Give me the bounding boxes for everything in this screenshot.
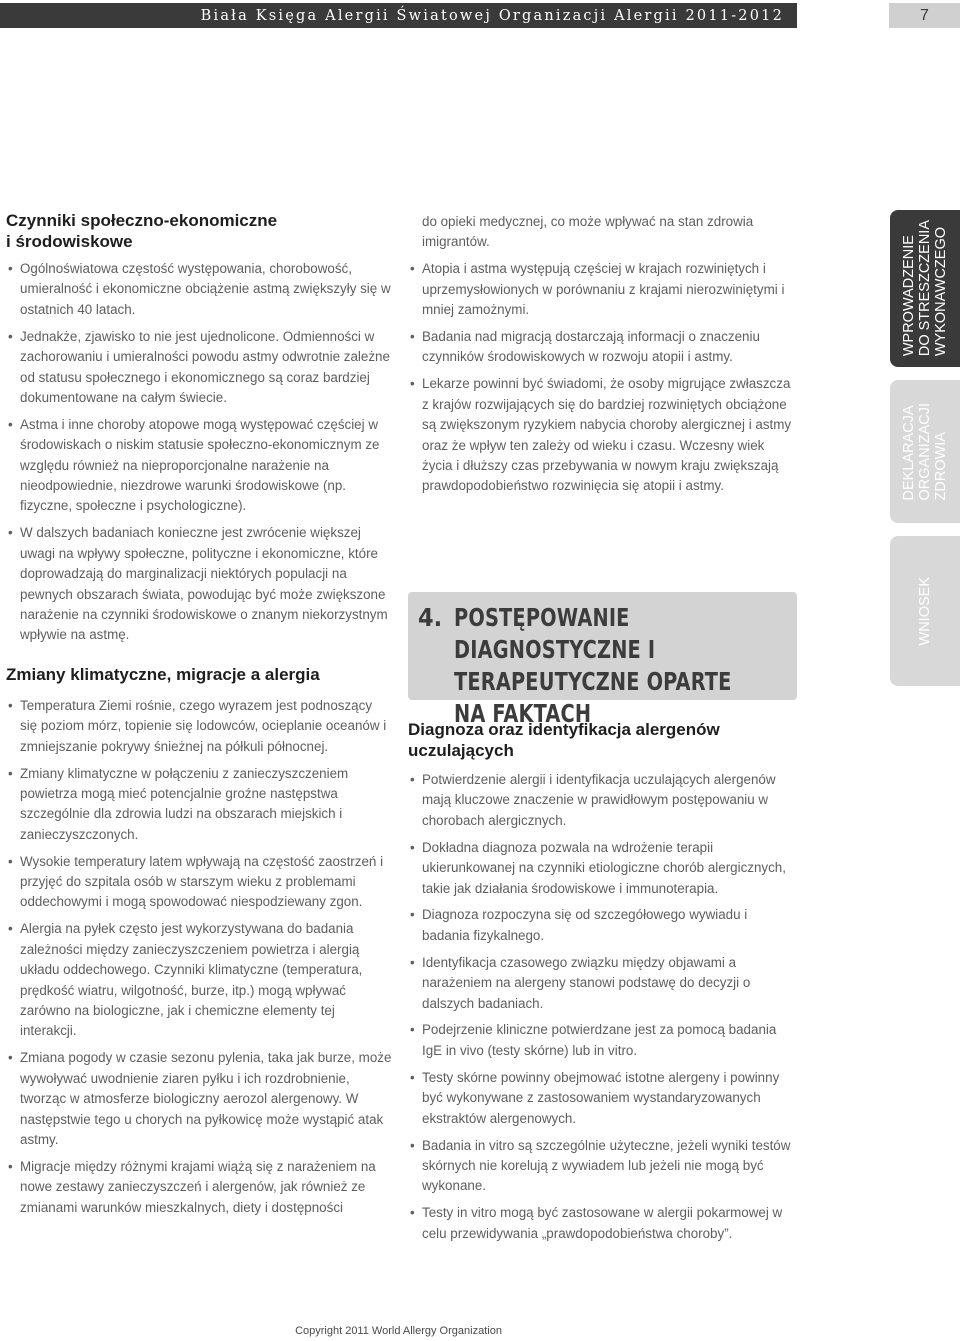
section-heading-diagnosis: Diagnoza oraz identyfikacja alergenów uczulających — [408, 720, 720, 760]
side-tab-conclusion[interactable] — [890, 536, 960, 686]
list-item: • Badania in vitro są szczególnie użyteczne, jeżeli wyniki testów skórnych nie korelują z wywiadem lub jeżeli nie mogą być wykonane. — [408, 1136, 798, 1197]
list-item: • Migracje między różnymi krajami wiążą się z narażeniem na nowe zestawy zanieczyszczeń i alergenów, jak również ze zmianami warunków mieszkalnych, diety i dostępności — [6, 1157, 392, 1218]
list-item: • Jednakże, zjawisko to nie jest ujednolicone. Odmienności w zachorowaniu i umieralności powodu astmy odwrotnie zależne od statusu społecznego i ekonomicznego są coraz bardziej dokumentowane na całym świecie. — [6, 327, 392, 409]
chapter-title: POSTĘPOWANIE DIAGNOSTYCZNE I TERAPEUTYCZNE OPARTE NA FAKTACH — [454, 603, 732, 728]
list-item: • Potwierdzenie alergii i identyfikacja uczulających alergenów mają kluczowe znaczenie w prawidłowym postępowaniu w chorobach alergicznych. — [408, 770, 798, 831]
bullet-list-climate — [6, 696, 392, 1218]
list-item: • Alergia na pyłek często jest wykorzystywana do badania zależności między zanieczyszczeniem powietrza i alergią układu oddechowego. Czynniki klimatyczne (temperatura, prędkość wiatru, wilgotność, burze, itp.) mogą wpływać zarówno na biologiczne, jak i chemiczne elementy tej interakcji. — [6, 919, 392, 1041]
copyright-footer: Copyright 2011 World Allergy Organization — [295, 1325, 502, 1337]
list-item: • Lekarze powinni być świadomi, że osoby migrujące zwłaszcza z krajów rozwijających się do bardziej rozwiniętych obciążone są zwiększonym ryzykiem nabycia choroby alergicznej i astmy oraz że wpływ ten zależy od wieku i czasu. Wczesny wiek życia i dłuższy czas przebywania w nowym kraju zwiększają prawdopodobieństwo rozwinięcia się atopii i astmy. — [408, 374, 798, 496]
list-item: • Podejrzenie kliniczne potwierdzane jest za pomocą badania IgE in vivo (testy skórne) lub in vitro. — [408, 1020, 798, 1061]
left-column — [6, 210, 392, 1225]
header-title: Biała Księga Alergii Światowej Organizacji Alergii 2011-2012 — [200, 7, 784, 24]
bullet-list-socioeconomic — [6, 259, 392, 646]
list-item: • Badania nad migracją dostarczają informacji o znaczeniu czynników środowiskowych w rozwoju atopii i astmy. — [408, 327, 798, 368]
side-tab-label: WPROWADZENIE DO STRESZCZENIA WYKONAWCZEGO — [901, 220, 949, 357]
list-item: • Zmiany klimatyczne w połączeniu z zanieczyszczeniem powietrza mogą mieć potencjalnie groźne następstwa szczególnie dla zdrowia ludzi na obszarach miejskich i zanieczyszczonych. — [6, 764, 392, 846]
section-heading-socioeconomic — [6, 210, 392, 252]
list-item: • Atopia i astma występują częściej w krajach rozwiniętych i uprzemysłowionych w porównaniu z krajami nierozwiniętymi i mniej zamożnymi. — [408, 259, 798, 320]
side-tab-label: DEKLARACJA ORGANIZACJI ZDROWIA — [901, 402, 949, 501]
middle-column — [408, 212, 798, 503]
list-item: • Temperatura Ziemi rośnie, czego wyrazem jest podnoszący się poziom mórz, topienie się lodowców, ocieplanie oceanów i zmniejszanie pokrywy śnieżnej na półkuli północnej. — [6, 696, 392, 757]
list-item: • Dokładna diagnoza pozwala na wdrożenie terapii ukierunkowanej na czynniki etiologiczne chorób alergicznych, takie jak działania środowiskowe i immunoterapia. — [408, 838, 798, 899]
side-tab-label: WNIOSEK — [917, 576, 933, 646]
chapter-number: 4. — [418, 603, 443, 632]
list-item: • Testy skórne powinny obejmować istotne alergeny i powinny być wykonywane z zastosowaniem wystandaryzowanych ekstraktów alergenowych. — [408, 1068, 798, 1129]
side-tab-declaration[interactable] — [890, 380, 960, 523]
page-number: 7 — [889, 3, 960, 28]
heading-line: i środowiskowe — [6, 232, 133, 251]
list-item: • Zmiana pogody w czasie sezonu pylenia, taka jak burze, może wywoływać uwodnienie ziaren pyłku i ich rozdrobnienie, tworząc w atmosferze biologiczny aerozol alergenowy. W następstwie tego u chorych na pyłkowicę może wystąpić atak astmy. — [6, 1048, 392, 1150]
list-item: • Identyfikacja czasowego związku między objawami a narażeniem na alergeny stanowi podstawę do decyzji o dalszych badaniach. — [408, 953, 798, 1014]
list-item: • Diagnoza rozpoczyna się od szczegółowego wywiadu i badania fizykalnego. — [408, 905, 798, 946]
bullet-list-diagnosis — [408, 770, 798, 1244]
diagnosis-section — [408, 719, 798, 1251]
list-item: • W dalszych badaniach konieczne jest zwrócenie większej uwagi na wpływy społeczne, polityczne i ekonomiczne, które doprowadzają do marginalizacji niektórych populacji na pewnych obszarach świata, powodując być może zwiększone narażenie na czynniki środowiskowe o znanym niekorzystnym wpływie na astmę. — [6, 523, 392, 645]
bullet-list-migration — [408, 259, 798, 496]
continued-paragraph: do opieki medycznej, co może wpływać na stan zdrowia imigrantów. — [422, 214, 754, 250]
chapter-heading-box — [408, 592, 797, 728]
list-item: • Astma i inne choroby atopowe mogą występować częściej w środowiskach o niskim statusie społeczno-ekonomicznym ze względu również na nieproporcjonalne narażenie na nieodpowiednie, niezdrowe warunki środowiskowe (np. fizyczne, społeczne i psychologiczne). — [6, 415, 392, 517]
list-item: • Testy in vitro mogą być zastosowane w alergii pokarmowej w celu przewidywania „prawdopodobieństwa choroby”. — [408, 1203, 798, 1244]
section-heading-climate: Zmiany klimatyczne, migracje a alergia — [6, 664, 320, 684]
heading-line: Czynniki społeczno-ekonomiczne — [6, 211, 278, 230]
side-tab-introduction[interactable] — [890, 210, 960, 367]
running-header — [0, 3, 797, 28]
list-item: • Wysokie temperatury latem wpływają na częstość zaostrzeń i przyjęć do szpitala osób w starszym wieku z problemami oddechowymi i mogą spowodować niespodziewany zgon. — [6, 852, 392, 913]
list-item: • Ogólnoświatowa częstość występowania, chorobowość, umieralność i ekonomiczne obciążenie astmą zwiększyły się w ostatnich 40 latach. — [6, 259, 392, 320]
